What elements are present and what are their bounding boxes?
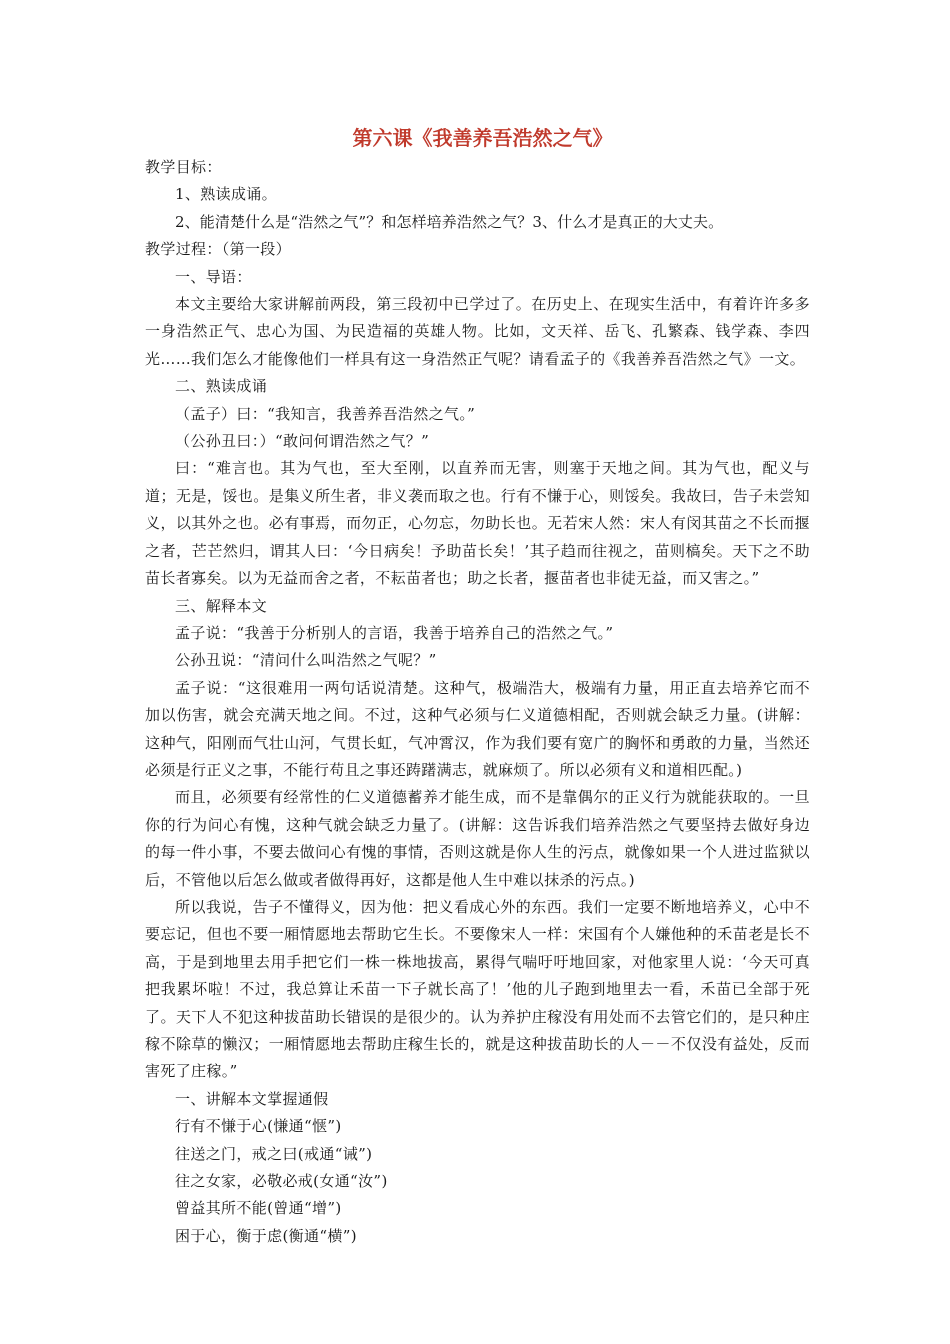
document-page xyxy=(145,124,810,1250)
explain-heading: 三、解释本文 xyxy=(175,596,268,615)
tongjia-item: 往之女家，必敬必戒(女通“汝”) xyxy=(175,1172,388,1191)
tongjia-item: 行有不慊于心(慊通“惬”) xyxy=(175,1117,342,1136)
tongjia-item: 曾益其所不能(曾通“增”) xyxy=(175,1199,342,1218)
recite-line-1: （孟子）曰：“我知言，我善养吾浩然之气。” xyxy=(175,404,476,423)
tongjia-item: 困于心，衡于虑(衡通“横”) xyxy=(175,1226,357,1245)
explain-paragraph-2: 而且，必须要有经常性的仁义道德蓄养才能生成，而不是靠偶尔的正义行为就能获取的。一旦你的行为问心有愧，这种气就会缺乏力量了。(讲解：这告诉我们培养浩然之气要坚持去做好身边的每一件小事，不要去做问心有愧的事情，否则这就是你人生的污点，就像如果一个人进过监狱以后，不管他以后怎么做或者做得再好，这都是他人生中难以抹杀的污点。) xyxy=(145,788,810,889)
objectives-heading: 教学目标： xyxy=(145,158,222,176)
process-heading: 教学过程：（第一段） xyxy=(145,240,292,259)
explain-paragraph-3: 所以我说，告子不懂得义，因为他：把义看成心外的东西。我们一定要不断地培养义，心中不要忘记，但也不要一厢情愿地去帮助它生长。不要像宋人一样：宋国有个人嫌他种的禾苗老是长不高，于是到地里去用手把它们一株一株地拔高，累得气喘吁吁地回家，对他家里人说：‘今天可真把我累坏啦！不过，我总算让禾苗一下子就长高了！’他的儿子跑到地里去一看，禾苗已全部于死了。天下人不犯这种拔苗助长错误的是很少的。认为养护庄稼没有用处而不去管它们的，是只种庄稼不除草的懒汉；一厢情愿地去帮助庄稼生长的，就是这种拔苗助长的人－－不仅没有益处，反而害死了庄稼。” xyxy=(145,897,810,1081)
explain-line-1: 孟子说：“我善于分析别人的言语，我善于培养自己的浩然之气。” xyxy=(175,623,614,642)
explain-line-2: 公孙丑说：“清问什么叫浩然之气呢？” xyxy=(175,651,437,670)
page-title: 第六课《我善养吾浩然之气》 xyxy=(352,126,613,150)
recite-paragraph: 曰：“难言也。其为气也，至大至刚，以直养而无害，则塞于天地之间。其为气也，配义与道；无是，馁也。是集义所生者，非义袭而取之也。行有不慊于心，则馁矣。我故曰，告子未尝知义，以其外之也。必有事焉，而勿正，心勿忘，勿助长也。无若宋人然：宋人有闵其苗之不长而揠之者，芒芒然归，谓其人曰：‘今日病矣！予助苗长矣！’其子趋而往视之，苗则槁矣。天下之不助苗长者寡矣。以为无益而舍之者，不耘苗者也；助之长者，揠苗者也非徒无益，而又害之。” xyxy=(145,459,810,588)
recite-heading: 二、熟读成诵 xyxy=(175,377,268,396)
intro-paragraph: 本文主要给大家讲解前两段，第三段初中已学过了。在历史上、在现实生活中，有着许许多多一身浩然正气、忠心为国、为民造福的英雄人物。比如，文天祥、岳飞、孔繁森、钱学森、李四光……我们怎么才能像他们一样具有这一身浩然正气呢？请看孟子的《我善养吾浩然之气》一文。 xyxy=(145,295,810,368)
objective-item-1: 1、熟读成诵。 xyxy=(175,185,277,204)
objective-item-2: 2、能清楚什么是“浩然之气”？和怎样培养浩然之气？3、什么才是真正的大丈夫。 xyxy=(175,212,724,231)
intro-heading: 一、导语： xyxy=(175,267,252,286)
tongjia-item: 往送之门，戒之曰(戒通“诫”) xyxy=(175,1144,373,1163)
recite-line-2: （公孙丑曰：）“敢问何谓浩然之气？” xyxy=(175,432,430,451)
explain-paragraph-1: 孟子说：“这很难用一两句话说清楚。这种气，极端浩大，极端有力量，用正直去培养它而不加以伤害，就会充满天地之间。不过，这种气必须与仁义道德相配，否则就会缺乏力量。(讲解：这种气，阳刚而气壮山河，气贯长虹，气冲霄汉，作为我们要有宽广的胸怀和勇敢的力量，当然还必须是行正义之事，不能行苟且之事还踌躇满志，就麻烦了。所以必须有义和道相匹配。) xyxy=(145,678,810,779)
tongjia-heading: 一、讲解本文掌握通假 xyxy=(175,1089,329,1108)
